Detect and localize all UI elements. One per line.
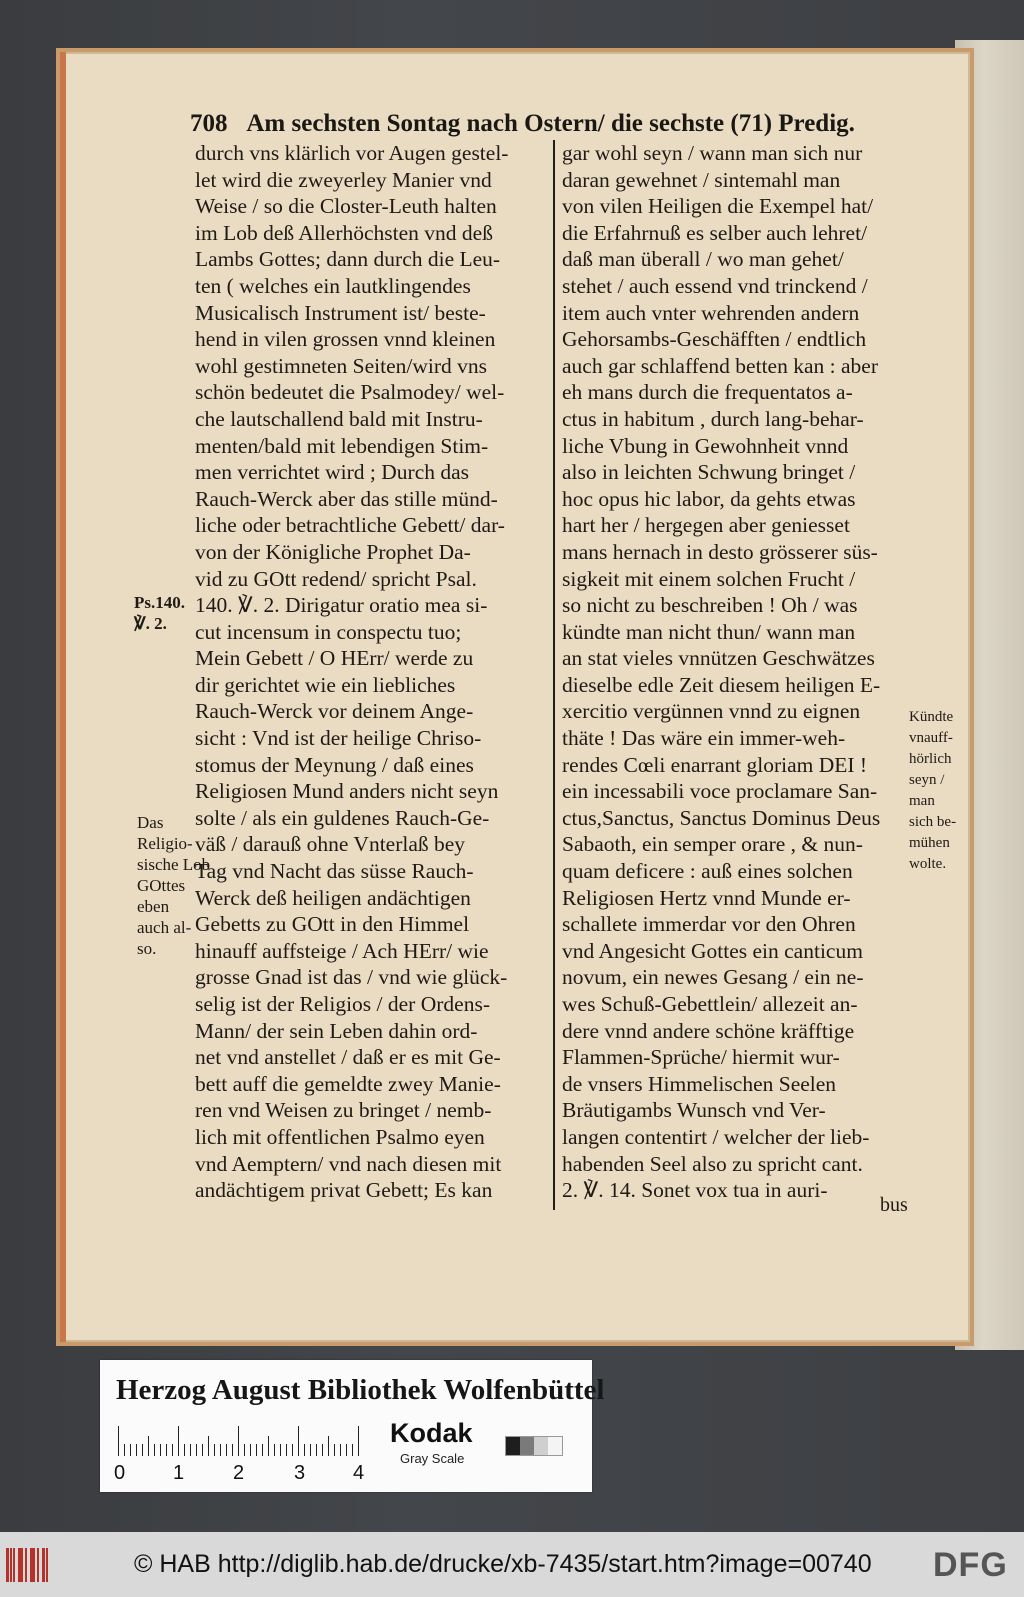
ruler-label: 3 [294, 1462, 306, 1484]
ruler-tick [226, 1444, 227, 1456]
gray-swatches [505, 1436, 563, 1456]
text-line: vid zu GOtt redend/ spricht Psal. [195, 566, 477, 591]
gray-scale-label: Gray Scale [400, 1451, 465, 1466]
text-line: dir gerichtet wie ein liebliches [195, 672, 456, 697]
margin-note-line: Ps.140. [134, 593, 185, 612]
text-line: wes Schuß-Gebettlein/ allezeit an- [562, 992, 858, 1016]
ruler-tick [358, 1426, 359, 1456]
library-name: Herzog August Bibliothek Wolfenbüttel [116, 1374, 605, 1406]
text-line: andächtigem privat Gebett; Es kan [195, 1178, 493, 1203]
ruler-label: 0 [114, 1462, 126, 1484]
text-line: 2. ℣. 14. Sonet vox tua in auri- [562, 1178, 828, 1203]
ruler-tick [256, 1444, 257, 1456]
margin-note-line: seyn / [909, 772, 945, 788]
text-line: ein incessabili voce proclamare San- [562, 779, 878, 804]
ruler-tick [160, 1444, 161, 1456]
text-line: habenden Seel also zu spricht cant. [562, 1151, 863, 1176]
ruler-label: 4 [353, 1462, 365, 1484]
logo-bar [42, 1548, 45, 1582]
text-line: sigkeit mit einem solchen Frucht / [562, 566, 856, 591]
text-line: schallete immerdar vor den Ohren [562, 912, 856, 937]
text-line: Religiosen Mund anders nicht seyn [195, 779, 499, 804]
text-line: durch vns klärlich vor Augen gestel- [195, 141, 509, 165]
margin-note-line: Das [137, 813, 164, 832]
hab-logo-icon [6, 1548, 50, 1582]
ruler-tick [334, 1444, 335, 1456]
page-number: 708 [190, 110, 228, 137]
text-line: Rauch-Werck aber das stille münd- [195, 486, 498, 511]
margin-note-line: auch al- [137, 918, 192, 937]
text-line: stehet / auch essend vnd trinckend / [562, 273, 868, 298]
ruler-tick [340, 1444, 341, 1456]
text-line: Weise / so die Closter-Leuth halten [195, 194, 497, 219]
margin-note-line: Kündte [909, 709, 954, 725]
ruler-tick [298, 1426, 299, 1456]
text-line: gar wohl seyn / wann man sich nur [562, 141, 863, 165]
logo-bar [33, 1548, 35, 1582]
ruler-tick [262, 1444, 263, 1456]
ruler-tick [310, 1444, 311, 1456]
logo-bar [21, 1548, 23, 1582]
dfg-logo: DFG [933, 1546, 1008, 1584]
ruler-tick [268, 1436, 269, 1456]
ruler-tick [244, 1444, 245, 1456]
margin-note-line: sich be- [909, 814, 957, 830]
text-line: daran gewehnet / sintemahl man [562, 167, 841, 192]
text-line: rendes Cœli enarrant gloriam DEI ! [562, 752, 868, 777]
text-line: 140. ℣. 2. Dirigatur oratio mea si- [195, 593, 488, 618]
text-line: grosse Gnad ist das / vnd wie glück- [195, 965, 508, 990]
text-line: stomus der Meynung / daß eines [195, 752, 474, 777]
ruler-tick [286, 1444, 287, 1456]
ruler-label: 2 [233, 1462, 245, 1484]
text-line: vnd Angesicht Gottes ein canticum [562, 938, 863, 963]
margin-note-line: man [909, 793, 935, 809]
margin-note-line: vnauff- [909, 730, 953, 746]
text-line: Musicalisch Instrument ist/ beste- [195, 300, 486, 325]
text-line: sicht : Vnd ist der heilige Chriso- [195, 726, 482, 751]
margin-note-line: so. [137, 939, 157, 958]
text-line: hinauff auffsteige / Ach HErr/ wie [195, 938, 489, 963]
ruler-tick [316, 1444, 317, 1456]
ruler-tick [322, 1444, 323, 1456]
text-line: schön bedeutet die Psalmodey/ wel- [195, 380, 505, 405]
logo-bar [10, 1548, 12, 1582]
text-line: langen contentirt / welcher der lieb- [562, 1124, 870, 1149]
ruler-tick [130, 1444, 131, 1456]
text-line: thäte ! Das wäre ein immer-weh- [562, 726, 846, 751]
ruler-tick [172, 1444, 173, 1456]
text-line: von der Königliche Prophet Da- [195, 539, 471, 564]
ruler-tick [328, 1436, 329, 1456]
text-line: dere vnnd andere schöne kräfftige [562, 1018, 855, 1043]
text-line: cut incensum in conspectu tuo; [195, 619, 462, 644]
text-line: novum, ein newes Gesang / ein ne- [562, 965, 864, 990]
ruler-tick [232, 1444, 233, 1456]
gray-swatch [534, 1437, 548, 1455]
text-line: im Lob deß Allerhöchsten vnd deß [195, 220, 493, 245]
text-line: che lautschallend bald mit Instru- [195, 406, 483, 431]
ruler-tick [166, 1444, 167, 1456]
ruler-tick [304, 1444, 305, 1456]
ruler-tick [190, 1444, 191, 1456]
text-line: lich mit offentlichen Psalmo eyen [195, 1124, 485, 1149]
text-line: ctus,Sanctus, Sanctus Dominus Deus [562, 805, 881, 830]
text-line: mans hernach in desto grösserer süs- [562, 539, 878, 564]
right-text-column [562, 140, 912, 1204]
text-line: ten ( welches ein lautklingendes [195, 273, 471, 298]
color-calibration-card [100, 1360, 605, 1492]
text-line: liche oder betrachtliche Gebett/ dar- [195, 513, 505, 538]
ruler-tick [238, 1426, 239, 1456]
text-line: quam deficere : auß eines solchen [562, 859, 853, 884]
ruler-tick [214, 1444, 215, 1456]
ruler-tick [184, 1444, 185, 1456]
ruler-tick [274, 1444, 275, 1456]
text-line: hend in vilen grossen vnnd kleinen [195, 327, 496, 352]
column-divider [553, 140, 555, 1210]
margin-note-right [909, 707, 956, 875]
text-line: Religiosen Hertz vnnd Munde er- [562, 885, 851, 910]
margin-note-line: Religio- [137, 834, 193, 853]
text-line: net vnd anstellet / daß er es mit Ge- [195, 1045, 501, 1070]
logo-bar [46, 1548, 48, 1582]
kodak-logo: Kodak [390, 1418, 473, 1448]
ruler-tick [118, 1426, 119, 1456]
ruler [118, 1426, 368, 1456]
margin-note-line: ℣. 2. [134, 614, 167, 633]
text-line: Tag vnd Nacht das süsse Rauch- [195, 859, 474, 884]
left-text-column [195, 140, 550, 1204]
ruler-tick [220, 1444, 221, 1456]
text-line: bett auff die gemeldte zwey Manie- [195, 1071, 501, 1096]
gray-swatch [548, 1437, 562, 1455]
text-line: Werck deß heiligen andächtigen [195, 885, 471, 910]
text-line: kündte man nicht thun/ wann man [562, 619, 856, 644]
text-line: von vilen Heiligen die Exempel hat/ [562, 194, 874, 219]
text-line: Mein Gebett / O HErr/ werde zu [195, 646, 474, 671]
ruler-tick [148, 1436, 149, 1456]
text-line: Gebetts zu GOtt in den Himmel [195, 912, 470, 937]
text-line: solte / als ein guldenes Rauch-Ge- [195, 805, 490, 830]
ruler-tick [196, 1444, 197, 1456]
text-line: Rauch-Werck vor deinem Ange- [195, 699, 474, 724]
ruler-tick [124, 1444, 125, 1456]
text-line: men verrichtet wird ; Durch das [195, 460, 470, 485]
text-line: ren vnd Weisen zu bringet / nemb- [195, 1098, 492, 1123]
margin-note-line: wolte. [909, 856, 947, 872]
margin-note-psalm [134, 592, 185, 634]
text-line: wohl gestimneten Seiten/wird vns [195, 353, 488, 378]
ruler-tick [202, 1444, 203, 1456]
text-line: hart her / hergegen aber geniesset [562, 513, 850, 538]
ruler-tick [136, 1444, 137, 1456]
ruler-tick [292, 1444, 293, 1456]
gray-swatch [520, 1437, 534, 1455]
text-line: de vnsers Himmelischen Seelen [562, 1071, 837, 1096]
logo-bar [13, 1548, 15, 1582]
page-header [190, 110, 870, 144]
ruler-tick [346, 1444, 347, 1456]
footer-credit-link[interactable]: © HAB http://diglib.hab.de/drucke/xb-7435/start.htm?image=00740 [134, 1550, 872, 1578]
running-title: Am sechsten Sontag nach Ostern/ die sechste (71) Predig. [246, 110, 855, 137]
text-line: Sabaoth, ein semper orare , & nun- [562, 832, 863, 857]
text-line: also in leichten Schwung bringet / [562, 460, 856, 485]
footer-bar [0, 1532, 1024, 1597]
margin-note-line: GOttes [137, 876, 186, 895]
text-line: ctus in habitum , durch lang-behar- [562, 406, 864, 431]
margin-note-line: mühen [909, 835, 950, 851]
text-line: Lambs Gottes; dann durch die Leu- [195, 247, 501, 272]
text-line: an stat vieles vnnützen Geschwätzes [562, 646, 875, 671]
ruler-tick [178, 1426, 179, 1456]
margin-note-line: eben [137, 897, 170, 916]
text-line: eh mans durch die frequentatos a- [562, 380, 853, 405]
text-line: dieselbe edle Zeit diesem heiligen E- [562, 672, 881, 697]
logo-bar [6, 1548, 9, 1582]
margin-note-religios [137, 812, 210, 959]
margin-note-line: hörlich [909, 751, 952, 767]
ruler-tick [208, 1436, 209, 1456]
text-line: liche Vbung in Gewohnheit vnnd [562, 433, 849, 458]
ruler-tick [142, 1444, 143, 1456]
text-line: vnd Aemptern/ vnd nach diesen mit [195, 1151, 502, 1176]
text-line: daß man überall / wo man gehet/ [562, 247, 844, 272]
text-line: Gehorsambs-Geschäfften / endtlich [562, 327, 867, 352]
catchword: bus [880, 1194, 908, 1216]
text-line: selig ist der Religios / der Ordens- [195, 992, 490, 1016]
margin-note-line: sische Lob [137, 855, 211, 874]
ruler-tick [250, 1444, 251, 1456]
text-line: Bräutigambs Wunsch vnd Ver- [562, 1098, 826, 1123]
page-edge [60, 52, 66, 1342]
text-line: Mann/ der sein Leben dahin ord- [195, 1018, 478, 1043]
ruler-tick [352, 1444, 353, 1456]
gray-swatch [506, 1437, 520, 1455]
logo-bar [37, 1548, 39, 1582]
text-line: Flammen-Sprüche/ hiermit wur- [562, 1045, 840, 1070]
text-line: menten/bald mit lebendigen Stim- [195, 433, 489, 458]
text-line: auch gar schlaffend betten kan : aber [562, 353, 878, 378]
text-line: item auch vnter wehrenden andern [562, 300, 860, 325]
text-line: xercitio vergünnen vnnd zu eignen [562, 699, 861, 724]
text-line: so nicht zu beschreiben ! Oh / was [562, 593, 858, 618]
ruler-tick [280, 1444, 281, 1456]
logo-bar [25, 1548, 27, 1582]
text-line: let wird die zweyerley Manier vnd [195, 167, 492, 192]
text-line: die Erfahrnuß es selber auch lehret/ [562, 220, 868, 245]
ruler-label: 1 [173, 1462, 185, 1484]
ruler-tick [154, 1444, 155, 1456]
text-line: hoc opus hic labor, da gehts etwas [562, 486, 856, 511]
text-line: väß / darauß ohne Vnterlaß bey [195, 832, 466, 857]
